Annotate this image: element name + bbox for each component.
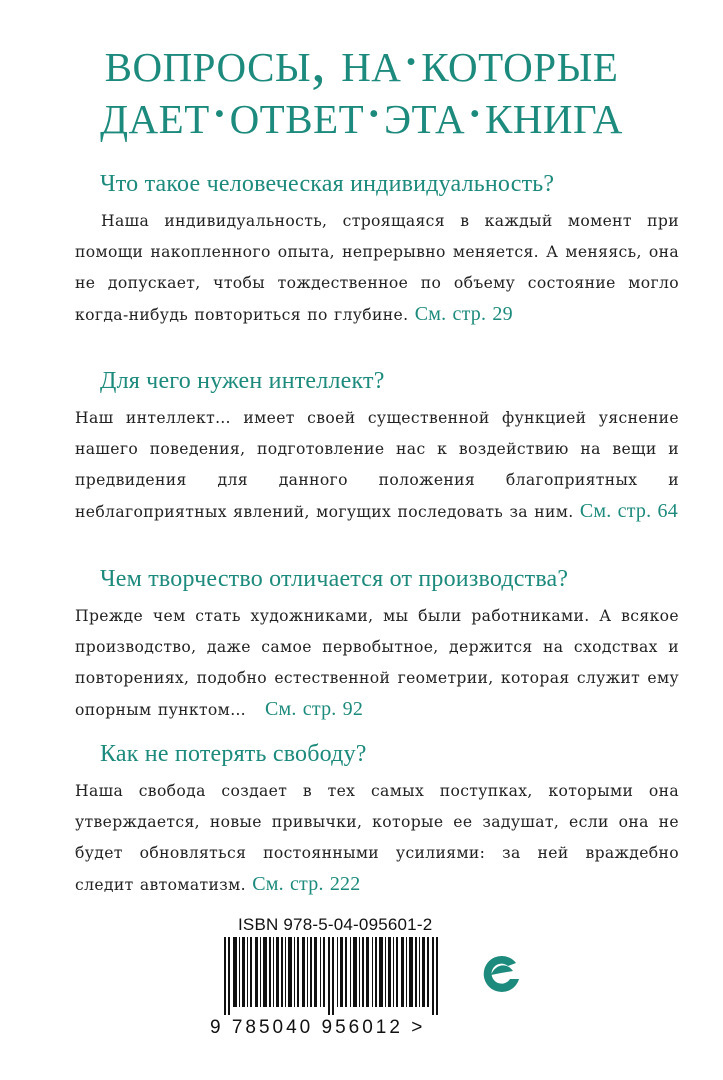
publisher-logo-icon	[477, 949, 525, 997]
title-line-1: вопросы, на·которые	[104, 29, 619, 94]
isbn-label: ISBN 978-5-04-095601-2	[238, 915, 433, 934]
qa-section-intellect	[0, 367, 723, 528]
question-heading: Чем творчество отличается от производства?	[100, 566, 569, 592]
page-reference: См. стр. 64	[579, 500, 678, 522]
barcode-digits: 9 785040 956012 >	[210, 1017, 426, 1038]
barcode-icon	[210, 937, 472, 1015]
page-reference: См. стр. 222	[252, 873, 361, 895]
page-reference: См. стр. 29	[414, 303, 513, 325]
question-heading: Как не потерять свободу?	[100, 741, 367, 767]
answer-paragraph	[75, 206, 679, 331]
qa-section-creativity	[0, 565, 723, 726]
answer-text: Наша свобода создает в тех самых поступках, которыми она утверждается, новые привычки, которые ее задушат, если она не будет обновляться постоянными усилиями: за ней враждебно следит автоматизм.	[75, 782, 679, 894]
answer-text: Наш интеллект… имеет своей существенной функцией уяснение нашего поведения, подготовление нас к воздействию на вещи и предвидения для данного положения благоприятных и неблагоприятных явлений, могущих последовать за ним.	[75, 409, 679, 521]
title-line-2: дает·ответ·эта·книга	[100, 81, 623, 146]
answer-text: Прежде чем стать художниками, мы были работниками. А всякое производство, даже самое первобытное, держится на сходствах и повторениях, подобно естественной геометрии, которая служит ему опорным пунктом…	[75, 607, 679, 719]
isbn-barcode	[210, 915, 472, 1039]
page-title	[0, 29, 723, 146]
qa-section-individuality	[0, 170, 723, 331]
answer-paragraph	[75, 776, 679, 901]
answer-text: Наша индивидуальность, строящаяся в каждый момент при помощи накопленного опыта, непрерывно меняется. А меняясь, она не допускает, чтобы тождественное по объему состояние могло когда-нибудь повториться по глубине.	[75, 212, 679, 324]
page-reference: См. стр. 92	[265, 698, 364, 720]
question-heading: Для чего нужен интеллект?	[100, 368, 385, 394]
answer-paragraph	[75, 601, 679, 726]
question-heading: Что такое человеческая индивидуальность?	[100, 171, 555, 197]
answer-paragraph	[75, 403, 679, 528]
qa-section-freedom	[0, 740, 723, 901]
